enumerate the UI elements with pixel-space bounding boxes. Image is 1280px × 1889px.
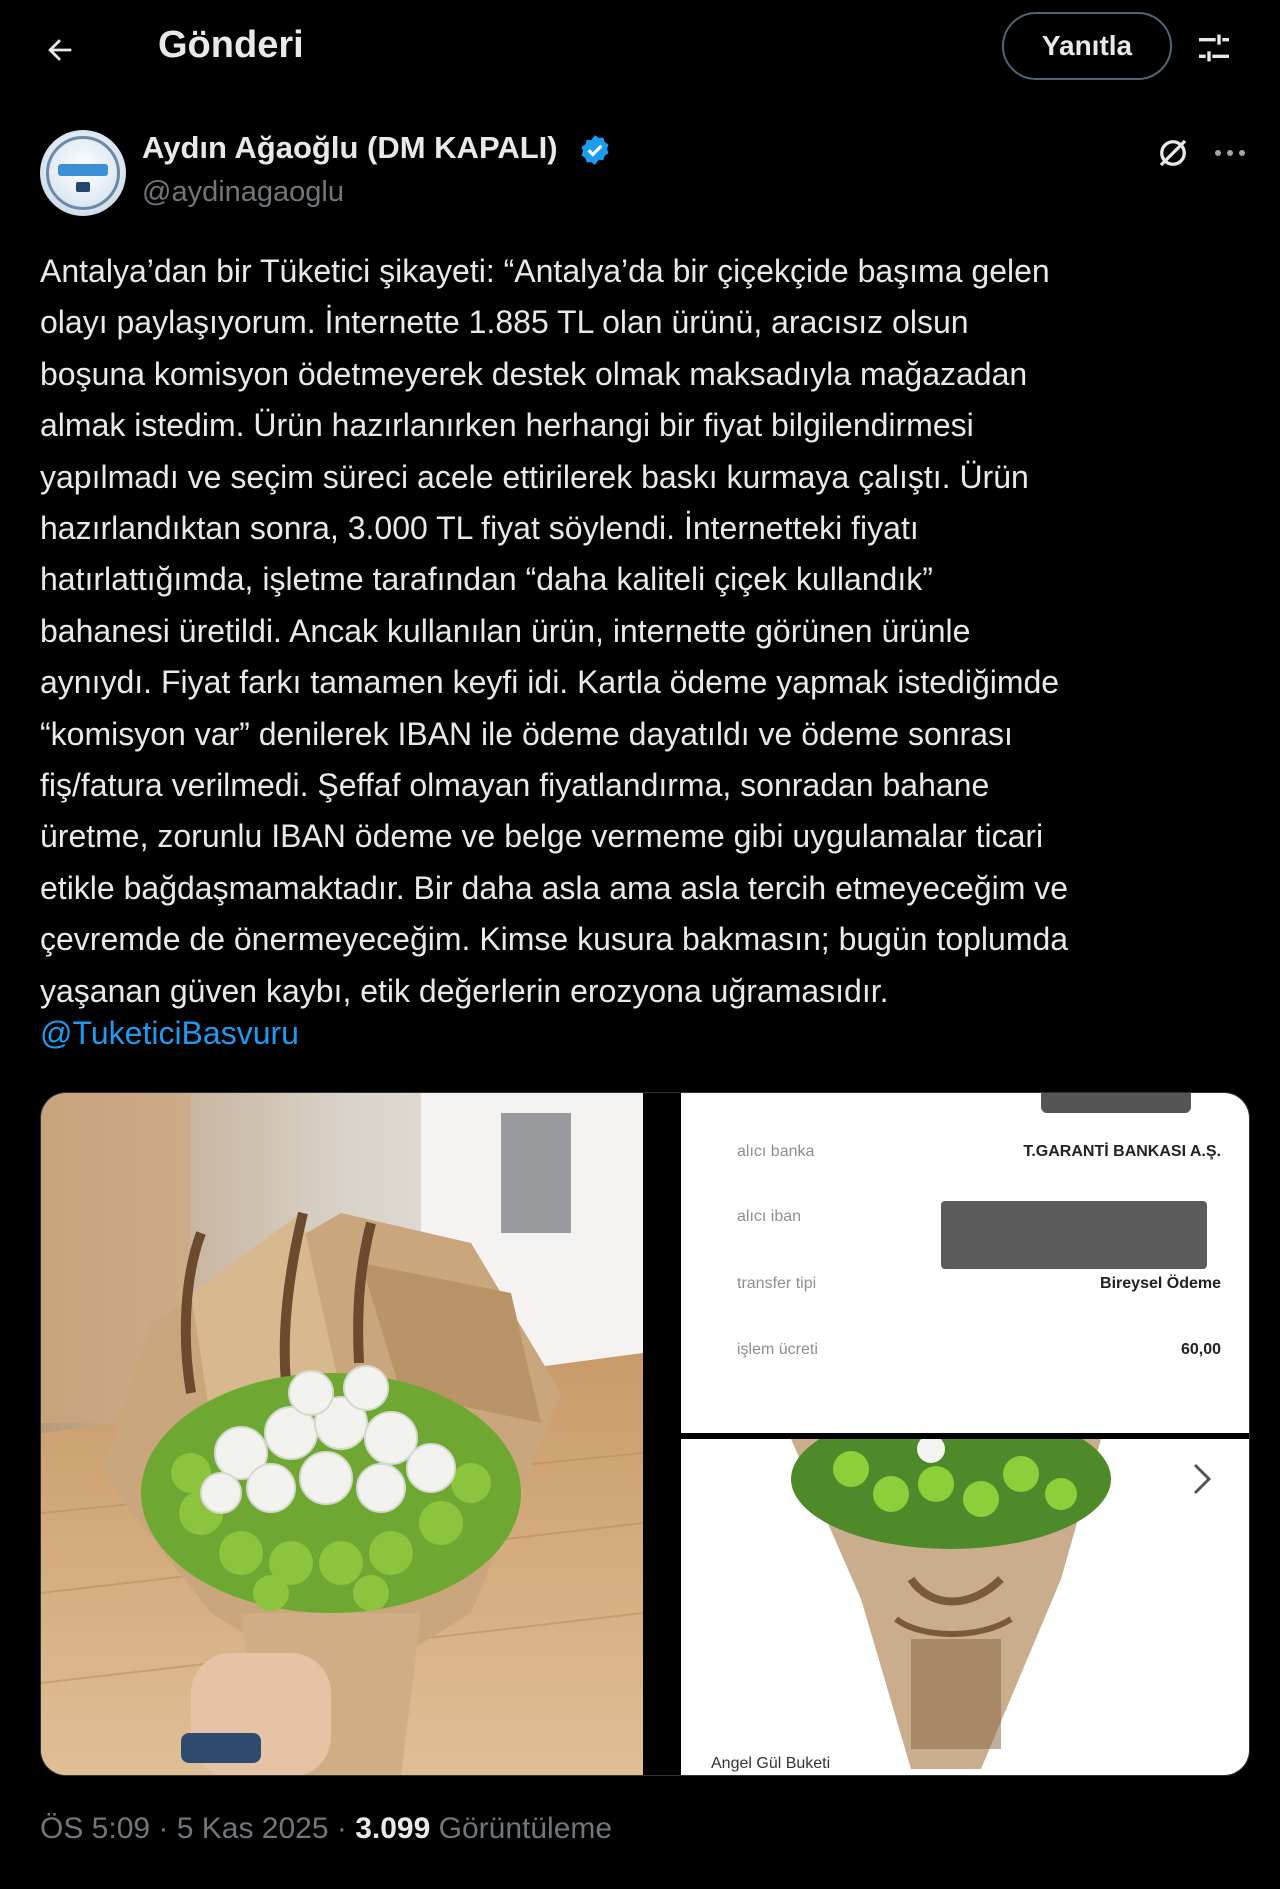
receipt-label: işlem ücreti: [737, 1341, 818, 1358]
more-horizontal-icon: [1212, 147, 1248, 159]
receipt-label: alıcı banka: [737, 1143, 815, 1160]
post-text-line: yapılmadı ve seçim süreci acele ettirilerek baskı kurmaya çalıştı. Ürün: [40, 458, 1029, 495]
post-text-line: çevremde de önermeyeceğim. Kimse kusura bakmasın; bugün toplumda: [40, 921, 1069, 958]
avatar[interactable]: [40, 130, 126, 216]
post-text-line: fiş/fatura verilmedi. Şeffaf olmayan fiyatlandırma, sonradan bahane: [40, 767, 990, 804]
avatar-band: [58, 164, 108, 176]
bouquet-photo[interactable]: [41, 1093, 643, 1776]
page-title: Gönderi: [158, 24, 304, 66]
product-caption: Angel Gül Buketi: [711, 1755, 831, 1772]
media-grid: [40, 1092, 1250, 1776]
grok-icon: [1155, 135, 1191, 171]
receipt-value: 60,00: [1180, 1341, 1221, 1358]
post-text-line: Antalya’dan bir Tüketici şikayeti: “Antalya’da bir çiçekçide başıma gelen: [40, 253, 1050, 289]
post-text-line: almak istedim. Ürün hazırlanırken herhangi bir fiyat bilgilendirmesi: [40, 407, 974, 444]
post-text-line: hatırlattığımda, işletme tarafından “daha kaliteli çiçek kullandık”: [40, 561, 933, 598]
post-meta: [40, 1812, 612, 1846]
product-image[interactable]: [681, 1439, 1250, 1776]
separator-dot: ·: [158, 1812, 177, 1845]
post-text-line: hazırlandıktan sonra, 3.000 TL fiyat söylendi. İnternetteki fiyatı: [40, 510, 919, 547]
mention-link[interactable]: @TuketiciBasvuru: [40, 1015, 299, 1051]
reply-button[interactable]: Yanıtla: [1002, 12, 1172, 80]
verified-badge-icon: [578, 133, 612, 167]
product-bouquet-graphic: [681, 1439, 1250, 1776]
chevron-right-icon[interactable]: [1189, 1459, 1217, 1499]
post-text-line: bahanesi üretildi. Ancak kullanılan ürün, internette görünen ürünle: [40, 612, 971, 649]
grok-button[interactable]: [1152, 132, 1194, 174]
receipt-value: T.GARANTİ BANKASI A.Ş.: [1023, 1143, 1221, 1160]
post-text: [40, 246, 1250, 1017]
views-count: 3.099: [355, 1812, 431, 1845]
separator-dot: ·: [336, 1812, 356, 1845]
redaction-block: [1041, 1093, 1191, 1113]
avatar-detail: [76, 182, 90, 192]
receipt-label: alıcı iban: [737, 1208, 802, 1225]
post-time[interactable]: ÖS 5:09: [40, 1812, 151, 1845]
author-name[interactable]: Aydın Ağaoğlu (DM KAPALI): [142, 130, 558, 165]
post-text-line: etikle bağdaşmamaktadır. Bir daha asla ama asla tercih etmeyeceğim ve: [40, 869, 1069, 906]
settings-button[interactable]: [1190, 24, 1238, 72]
author-handle[interactable]: @aydinagaoglu: [142, 176, 344, 208]
redaction-block: [941, 1201, 1207, 1269]
post-text-line: üretme, zorunlu IBAN ödeme ve belge vermeme gibi uygulamalar ticari: [40, 818, 1044, 855]
back-button[interactable]: [36, 26, 84, 74]
top-bar: [0, 0, 1280, 96]
post-text-line: aynıydı. Fiyat farkı tamamen keyfi idi. Kartla ödeme yapmak istediğimde: [40, 664, 1060, 701]
post-text-line: olayı paylaşıyorum. İnternette 1.885 TL olan ürünü, aracısız olsun: [40, 304, 969, 341]
arrow-left-icon: [43, 33, 77, 67]
post-date[interactable]: 5 Kas 2025: [176, 1812, 329, 1845]
receipt-label: transfer tipi: [737, 1275, 817, 1292]
more-button[interactable]: [1208, 132, 1252, 174]
post-text-line: “komisyon var” denilerek IBAN ile ödeme dayatıldı ve ödeme sonrası: [40, 715, 1013, 752]
receipt-value: Bireysel Ödeme: [1100, 1275, 1221, 1292]
views-label: Görüntüleme: [438, 1812, 613, 1845]
post-text-line: yaşanan güven kaybı, etik değerlerin erozyona uğramasıdır.: [40, 972, 889, 1009]
sliders-icon: [1194, 28, 1234, 68]
transfer-receipt-image[interactable]: [681, 1093, 1250, 1433]
post-text-line: boşuna komisyon ödetmeyerek destek olmak maksadıyla mağazadan: [40, 355, 1028, 392]
